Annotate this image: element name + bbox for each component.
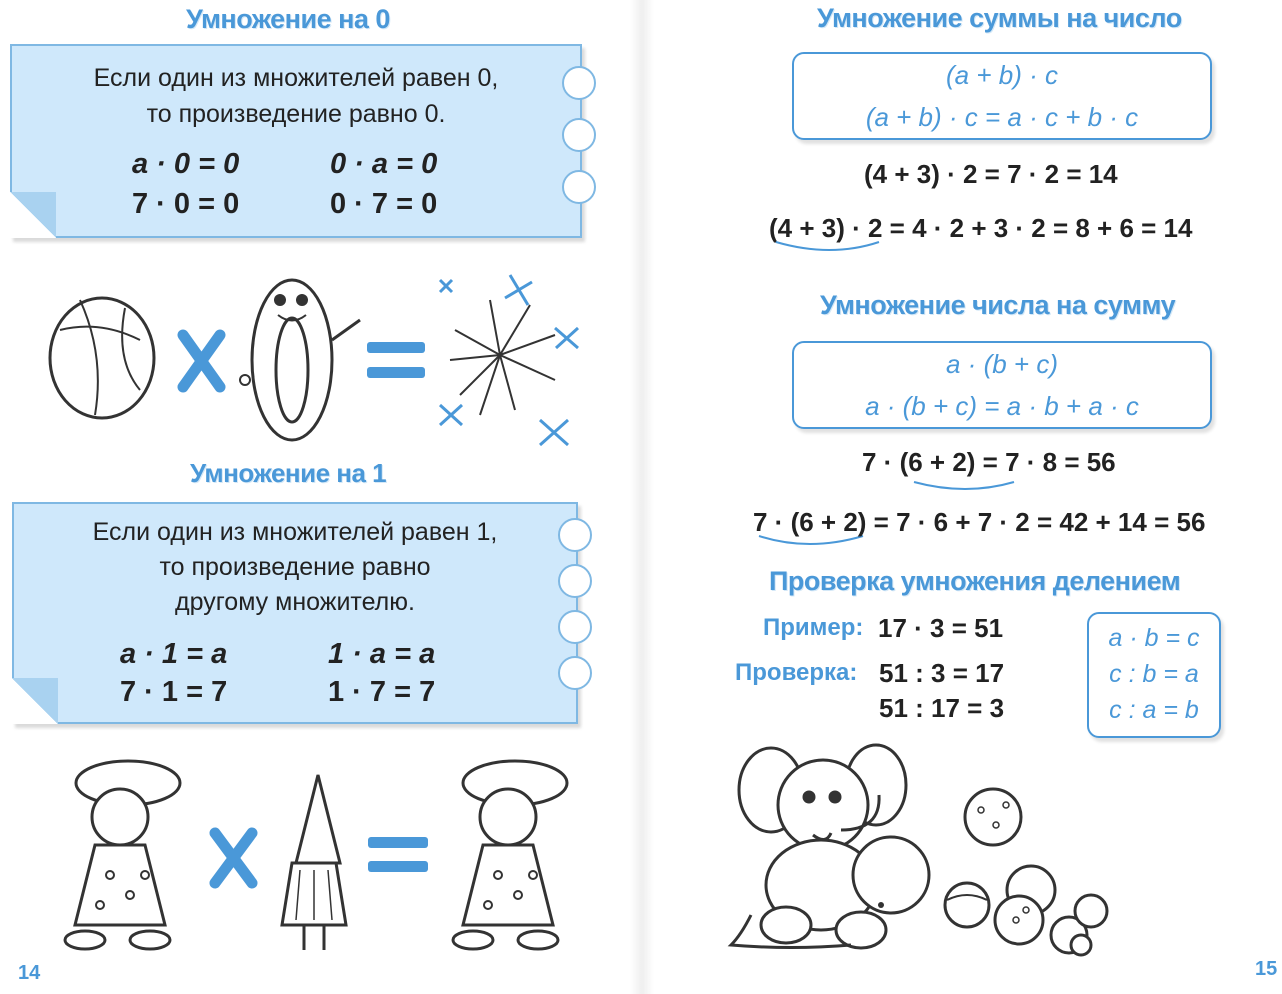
rule-formula: (a + b) · c = a · c + b · c	[865, 102, 1139, 132]
formula: 0 · a = 0	[330, 148, 438, 180]
formula: 7 · 0 = 0	[132, 188, 240, 220]
rule-formula: (a + b) · c	[946, 60, 1058, 90]
formula: 0 · 7 = 0	[330, 188, 438, 220]
binder-hole	[562, 170, 596, 204]
zero-character-icon	[240, 280, 360, 440]
times-sign-icon	[183, 335, 220, 387]
note-fold	[12, 678, 58, 724]
rule-line: другому множителю.	[175, 588, 415, 616]
ball-icon	[50, 298, 154, 418]
right-page	[641, 0, 1282, 994]
equals-sign-icon	[368, 837, 428, 872]
example-equation: (4 + 3) · 2 = 7 · 2 = 14	[864, 159, 1118, 189]
formula: a · 0 = 0	[132, 148, 240, 180]
page-number: 14	[18, 962, 41, 984]
equals-sign-icon	[367, 342, 425, 378]
rule-formula: c : a = b	[1109, 696, 1199, 724]
rule-note-one	[12, 502, 578, 724]
example-equation: 7 · (6 + 2) = 7 · 8 = 56	[862, 447, 1116, 477]
rule-frame-number-times-sum	[792, 341, 1212, 429]
rule-line: Если один из множителей равен 0,	[93, 64, 499, 92]
times-sign-icon	[215, 833, 252, 883]
division-rule-frame	[1087, 612, 1221, 738]
illustration-doll-times-one	[0, 755, 620, 955]
heading-mult-by-zero: Умножение на 0	[186, 4, 390, 34]
rule-note-zero	[10, 44, 582, 238]
heading-number-times-sum: Умножение числа на сумму	[820, 290, 1176, 320]
example-equation: 17 · 3 = 51	[878, 613, 1004, 643]
rule-line: Если один из множителей равен 1,	[92, 518, 498, 546]
rule-formula: a · (b + c)	[946, 349, 1058, 379]
check-equation: 51 : 17 = 3	[879, 693, 1005, 723]
heading-check-by-division: Проверка умножения делением	[769, 566, 1181, 596]
rule-formula: c : b = a	[1109, 660, 1199, 688]
explosion-icon	[450, 300, 555, 415]
check-label: Проверка:	[735, 659, 858, 686]
heading-mult-by-one: Умножение на 1	[190, 458, 387, 488]
formula: a · 1 = a	[120, 638, 228, 670]
example-label: Пример:	[763, 614, 864, 641]
formula: 1 · a = a	[328, 638, 436, 670]
example-equation: 7 · (6 + 2) = 7 · 6 + 7 · 2 = 42 + 14 = 56	[753, 507, 1206, 537]
check-equation: 51 : 3 = 17	[879, 658, 1005, 688]
formula: 1 · 7 = 7	[328, 676, 436, 708]
page-number: 15	[1255, 958, 1278, 980]
binder-hole	[558, 656, 592, 690]
note-fold	[10, 192, 56, 238]
one-character-icon	[282, 775, 346, 950]
rule-formula: a · b = c	[1108, 624, 1200, 652]
doll-icon	[65, 761, 180, 949]
heading-sum-times-number: Умножение суммы на число	[817, 3, 1182, 33]
doll-icon	[453, 761, 567, 949]
rule-line: то произведение равно 0.	[146, 100, 446, 128]
illustration-ball-times-zero	[0, 260, 620, 450]
rule-formula: a · (b + c) = a · b + a · c	[865, 391, 1139, 421]
formula: 7 · 1 = 7	[120, 676, 228, 708]
rule-line: то произведение равно	[159, 553, 431, 581]
example-equation: (4 + 3) · 2 = 4 · 2 + 3 · 2 = 8 + 6 = 14	[769, 213, 1193, 243]
illustration-elephant-with-balls	[731, 735, 1191, 965]
